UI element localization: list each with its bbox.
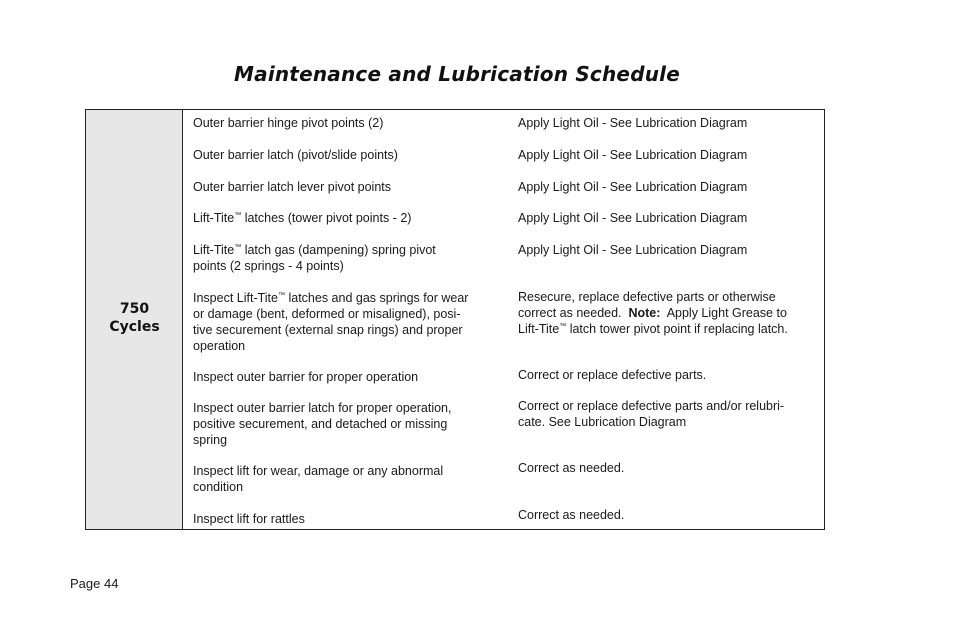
task-text: latch gas (dampening) spring pivot [241, 243, 436, 257]
task-text: tive securement (external snap rings) and proper [193, 323, 463, 337]
task-text: operation [193, 339, 246, 353]
task-cell: Inspect outer barrier for proper operation [193, 370, 419, 384]
schedule-table [85, 109, 825, 530]
action-cell [518, 289, 818, 337]
interval-value: 750 [119, 301, 150, 317]
task-cell: Outer barrier hinge pivot points (2) [193, 116, 384, 130]
task-text: Lift-Tite [193, 211, 235, 225]
interval-unit: Cycles [109, 319, 160, 335]
task-text: Inspect outer barrier latch for proper operation, [193, 401, 452, 415]
task-cell: Inspect lift for rattles [193, 512, 305, 526]
trademark-symbol: ™ [559, 322, 567, 330]
interval-column [86, 110, 183, 529]
action-cell: Correct as needed. [518, 461, 625, 475]
task-cell [193, 463, 493, 495]
trademark-symbol: ™ [278, 291, 285, 299]
task-cell [193, 210, 493, 226]
task-cell: Outer barrier latch lever pivot points [193, 180, 392, 194]
trademark-symbol: ™ [234, 243, 242, 251]
action-text: Resecure, replace defective parts or otherwise [518, 290, 776, 304]
action-cell: Apply Light Oil - See Lubrication Diagram [518, 211, 748, 225]
action-cell [518, 398, 818, 430]
action-cell: Correct or replace defective parts. [518, 368, 707, 382]
task-text: latches (tower pivot points - 2) [241, 211, 412, 225]
action-text: correct as needed. [518, 306, 629, 320]
task-text: Lift-Tite [193, 243, 235, 257]
task-text: spring [193, 433, 228, 447]
action-cell: Apply Light Oil - See Lubrication Diagram [518, 148, 748, 162]
action-text: latch tower pivot point if replacing latch. [566, 322, 788, 336]
task-text: Inspect Lift-Tite [193, 291, 278, 305]
task-cell: Outer barrier latch (pivot/slide points) [193, 148, 398, 162]
action-text: cate. See Lubrication Diagram [518, 415, 687, 429]
action-cell: Apply Light Oil - See Lubrication Diagram [518, 243, 748, 257]
task-text: points (2 springs - 4 points) [193, 259, 344, 273]
action-text: Apply Light Grease to [660, 306, 787, 320]
task-text: latches and gas springs for wear [285, 291, 469, 305]
task-text: or damage (bent, deformed or misaligned), posi- [193, 307, 461, 321]
action-text: Lift-Tite [518, 322, 560, 336]
task-cell [193, 400, 493, 448]
page-number: Page 44 [70, 576, 119, 591]
task-text: Inspect lift for wear, damage or any abnormal [193, 464, 444, 478]
action-cell: Apply Light Oil - See Lubrication Diagram [518, 180, 748, 194]
page-title: Maintenance and Lubrication Schedule [234, 62, 680, 86]
task-cell [193, 290, 493, 354]
task-text: positive securement, and detached or missing [193, 417, 448, 431]
action-text: Correct or replace defective parts and/or relubri- [518, 399, 785, 413]
action-cell: Correct as needed. [518, 508, 625, 522]
interval-label [86, 300, 183, 336]
task-cell [193, 242, 493, 274]
task-text: condition [193, 480, 244, 494]
action-cell: Apply Light Oil - See Lubrication Diagram [518, 116, 748, 130]
note-label: Note: [628, 306, 661, 320]
trademark-symbol: ™ [234, 211, 242, 219]
